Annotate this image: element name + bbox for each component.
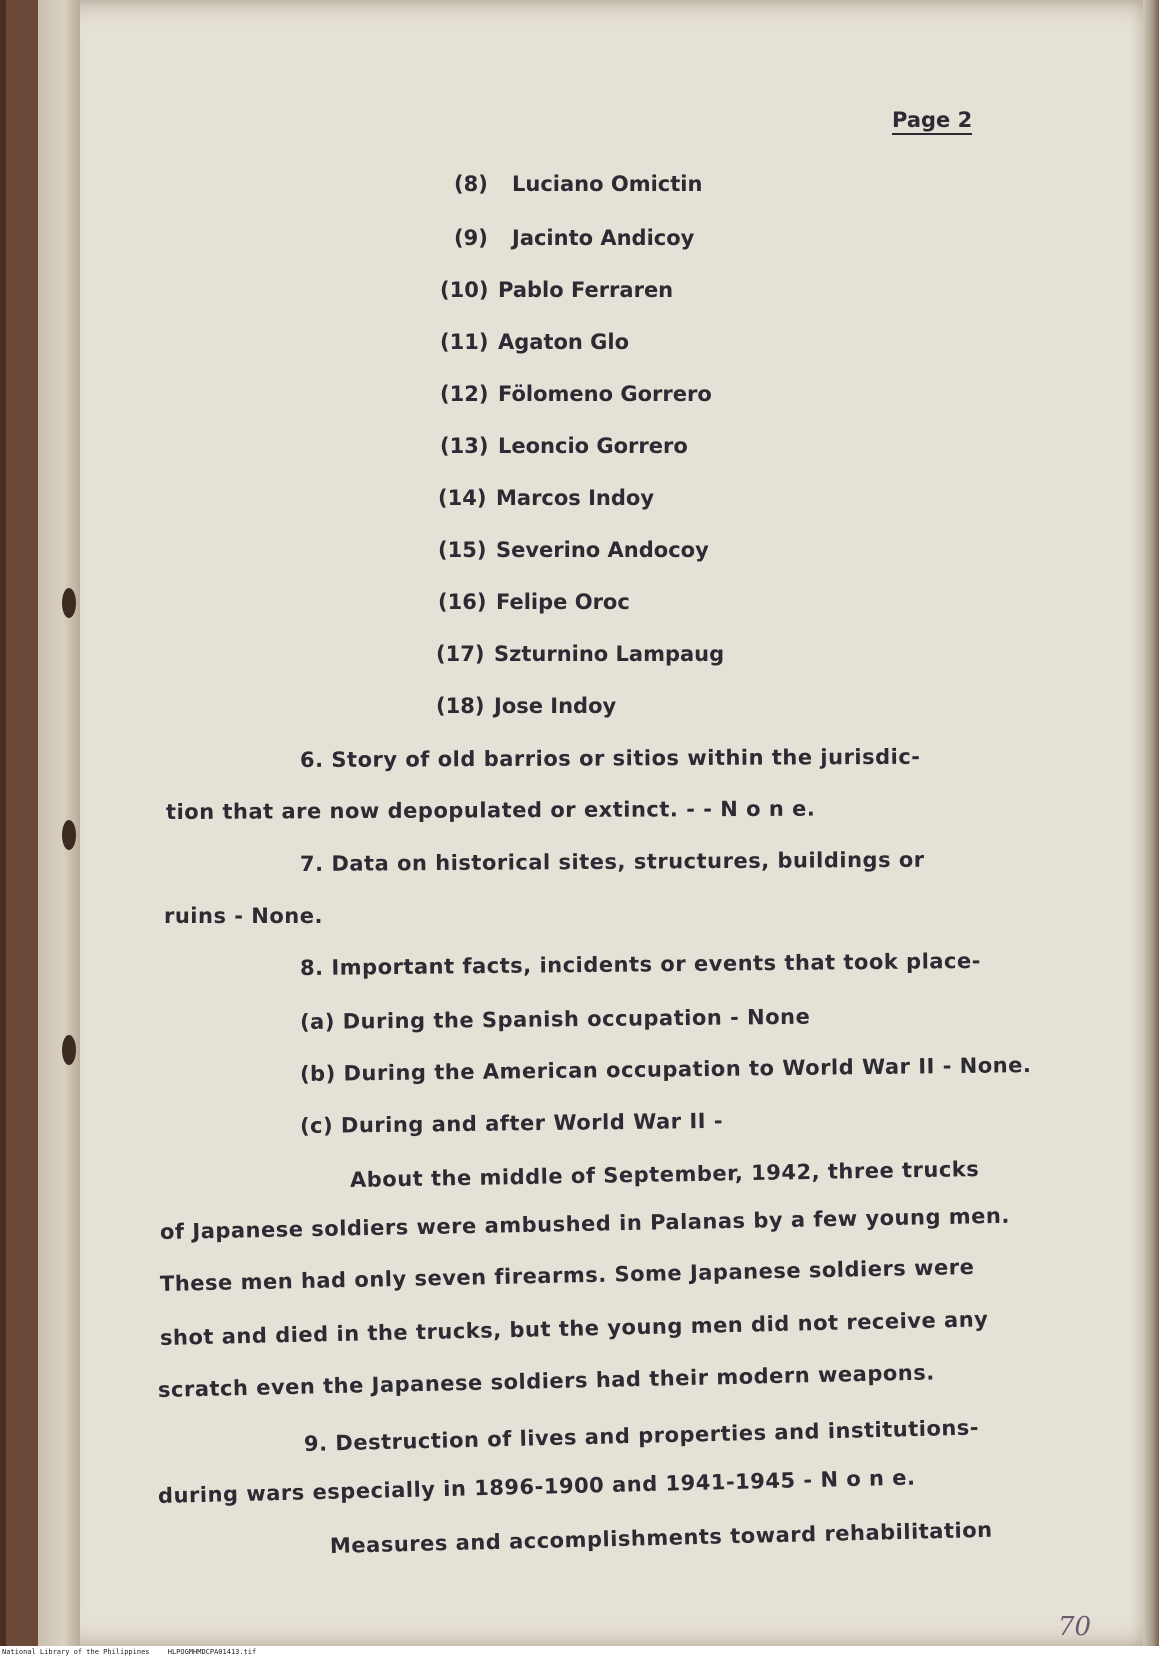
list-item-name: Felipe Oroc bbox=[496, 590, 630, 614]
text-line: 8. Important facts, incidents or events that took place- bbox=[299, 948, 982, 980]
list-item-name: Severino Andocoy bbox=[496, 538, 709, 562]
text-line: of Japanese soldiers were ambushed in Palanas by a few young men. bbox=[159, 1203, 1011, 1244]
list-item-name: Agaton Glo bbox=[498, 330, 630, 354]
name-list-item bbox=[454, 226, 694, 250]
text-line: About the middle of September, 1942, three trucks bbox=[349, 1157, 980, 1192]
text-line: Measures and accomplishments toward rehabilitation bbox=[329, 1517, 993, 1558]
footer-file-id: HLPOGMHMDCPA01413.tif bbox=[167, 1648, 257, 1656]
list-item-name: Szturnino Lampaug bbox=[494, 642, 725, 666]
list-item-name: Jacinto Andicoy bbox=[512, 226, 695, 250]
text-line: scratch even the Japanese soldiers had their modern weapons. bbox=[157, 1360, 935, 1402]
footer-library: National Library of the Philippines bbox=[2, 1648, 150, 1656]
list-item-name: Jose Indoy bbox=[494, 694, 617, 718]
book-spine bbox=[0, 0, 6, 1658]
list-item-name: Pablo Ferraren bbox=[498, 278, 674, 302]
name-list-item bbox=[438, 590, 630, 614]
text-line: ruins - None. bbox=[164, 904, 323, 928]
name-list-item bbox=[454, 172, 702, 196]
text-line: These men had only seven firearms. Some Japanese soldiers were bbox=[159, 1254, 975, 1296]
list-item-name: Luciano Omictin bbox=[512, 172, 703, 196]
text-line: tion that are now depopulated or extinct. - - N o n e. bbox=[165, 796, 816, 824]
list-item-number: (17) bbox=[436, 642, 485, 666]
name-list-item bbox=[440, 382, 712, 406]
list-item-number: (14) bbox=[438, 486, 487, 510]
list-item-name: Fölomeno Gorrero bbox=[498, 382, 712, 406]
name-list-item bbox=[436, 694, 616, 718]
list-item-number: (10) bbox=[440, 278, 489, 302]
text-line: 6. Story of old barrios or sitios within the jurisdic- bbox=[299, 744, 921, 772]
text-line: (c) During and after World War II - bbox=[299, 1108, 724, 1138]
list-item-number: (11) bbox=[440, 330, 489, 354]
list-item-number: (18) bbox=[436, 694, 485, 718]
list-item-number: (9) bbox=[454, 226, 488, 250]
name-list-item bbox=[440, 434, 688, 458]
list-item-number: (16) bbox=[438, 590, 487, 614]
page-edge bbox=[1143, 0, 1159, 1658]
list-item-name: Marcos Indoy bbox=[496, 486, 655, 510]
list-item-name: Leoncio Gorrero bbox=[498, 434, 688, 458]
text-line: (b) During the American occupation to World War II - None. bbox=[299, 1053, 1032, 1086]
list-item-number: (12) bbox=[440, 382, 489, 406]
scan-footer bbox=[0, 1646, 1159, 1658]
binding-hole bbox=[62, 1035, 76, 1065]
text-line: shot and died in the trucks, but the young men did not receive any bbox=[159, 1307, 989, 1350]
binding-hole bbox=[62, 588, 76, 618]
name-list-item bbox=[436, 642, 724, 666]
binding-hole bbox=[62, 820, 76, 850]
text-line: during wars especially in 1896-1900 and 1941-1945 - N o n e. bbox=[157, 1465, 916, 1508]
name-list-item bbox=[440, 330, 629, 354]
list-item-number: (8) bbox=[454, 172, 488, 196]
name-list-item bbox=[438, 538, 709, 562]
text-line: (a) During the Spanish occupation - None bbox=[299, 1004, 811, 1034]
name-list-item bbox=[440, 278, 673, 302]
text-line: 7. Data on historical sites, structures, buildings or bbox=[299, 847, 925, 876]
name-list-item bbox=[438, 486, 654, 510]
list-item-number: (13) bbox=[440, 434, 489, 458]
list-item-number: (15) bbox=[438, 538, 487, 562]
handwritten-page-mark: 70 bbox=[1058, 1612, 1092, 1642]
text-line: 9. Destruction of lives and properties and institutions- bbox=[303, 1415, 980, 1456]
page-number: Page 2 bbox=[892, 108, 972, 135]
